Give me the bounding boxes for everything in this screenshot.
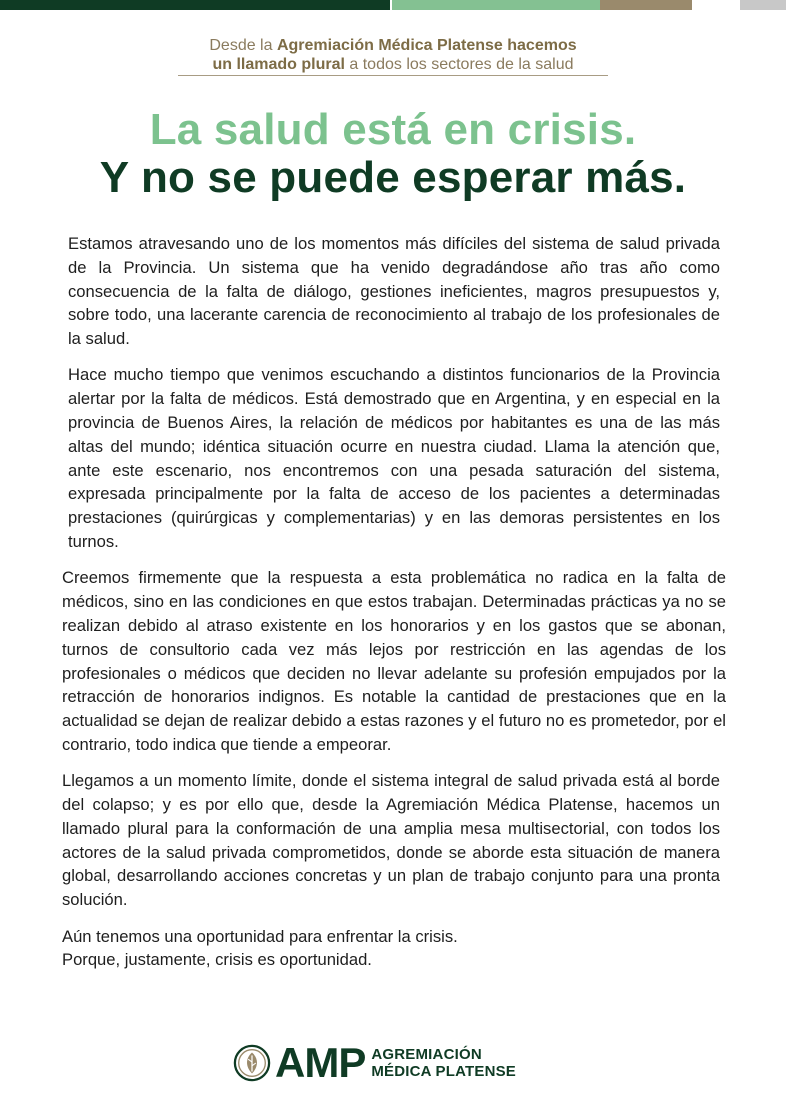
closing-line-1: Aún tenemos una oportunidad para enfrentar la crisis.	[62, 926, 458, 946]
body-paragraph-3: Creemos firmemente que la respuesta a esta problemática no radica en la falta de médicos, sino en las condiciones en que estos trabajan. Determinadas prácticas ya no se realizan debido al atraso existente en los honorarios y en los gastos que se abonan, turnos de consultorio cada vez más lejos por restricción en las agendas de los profesionales o médicos que deciden no llevar adelante su profesión empujados por la retracción de honorarios indignos. Es notable la cantidad de prestaciones que en la actualidad se dejan de realizar debido a estas razones y el futuro no es prometedor, por el contrario, todo indica que tiende a empeorar.	[62, 568, 726, 754]
body-paragraph-1: Estamos atravesando uno de los momentos más difíciles del sistema de salud privada de la Provincia. Un sistema que ha venido degradándose año tras año como consecuencia de la falta de diálogo, gestiones ineficientes, magros presupuestos y, sobre todo, una lacerante carencia de reconocimiento al trabajo de los profesionales de la salud.	[68, 234, 720, 349]
intro-text-end: a todos los sectores de la salud	[344, 56, 574, 73]
logo-name-line-1: AGREMIACIÓN	[371, 1046, 482, 1063]
logo-acronym: AMP	[275, 1039, 366, 1086]
headline-line-2: Y no se puede esperar más.	[99, 153, 687, 202]
amp-logo	[233, 1040, 516, 1086]
intro-call: un llamado plural	[212, 56, 345, 73]
closing-statement	[62, 925, 720, 973]
intro-underline	[178, 75, 608, 76]
body-paragraph-2: Hace mucho tiempo que venimos escuchando a distintos funcionarios de la Provincia alertar por la falta de médicos. Está demostrado que en Argentina, y en especial en la provincia de Buenos Aires, la relación de médicos por habitantes es una de las más altas del mundo; idéntica situación ocurre en nuestra ciudad. Llama la atención que, ante este escenario, nos encontremos con una pesada saturación del sistema, expresada principalmente por la falta de acceso de los pacientes a determinadas prestaciones (quirúrgicas y complementarias) y en las demoras persistentes en los turnos.	[68, 365, 720, 552]
headline-line-1: La salud está en crisis.	[149, 105, 637, 154]
intro-text-start: Desde la	[209, 37, 277, 54]
top-bar-dark-segment	[0, 0, 390, 10]
intro-tagline	[0, 36, 786, 74]
closing-line-2: Porque, justamente, crisis es oportunidad.	[62, 950, 372, 970]
top-bar-grey-segment	[740, 0, 786, 10]
top-bar-light-segment	[392, 0, 600, 10]
intro-org-name: Agremiación Médica Platense hacemos	[276, 37, 577, 54]
amp-seal-icon	[233, 1044, 271, 1082]
logo-name-line-2: MÉDICA PLATENSE	[371, 1063, 517, 1080]
logo-full-name	[371, 1046, 516, 1080]
body-paragraph-4: Llegamos a un momento límite, donde el sistema integral de salud privada está al borde del colapso; y es por ello que, desde la Agremiación Médica Platense, hacemos un llamado plural para la conformación de una amplia mesa multisectorial, con todos los actores de la salud privada comprometidos, donde se aborde esta situación de manera global, desarrollando acciones concretas y un plan de trabajo conjunto para una pronta solución.	[62, 771, 720, 910]
top-bar-brown-segment	[600, 0, 692, 10]
article-body	[62, 232, 726, 985]
